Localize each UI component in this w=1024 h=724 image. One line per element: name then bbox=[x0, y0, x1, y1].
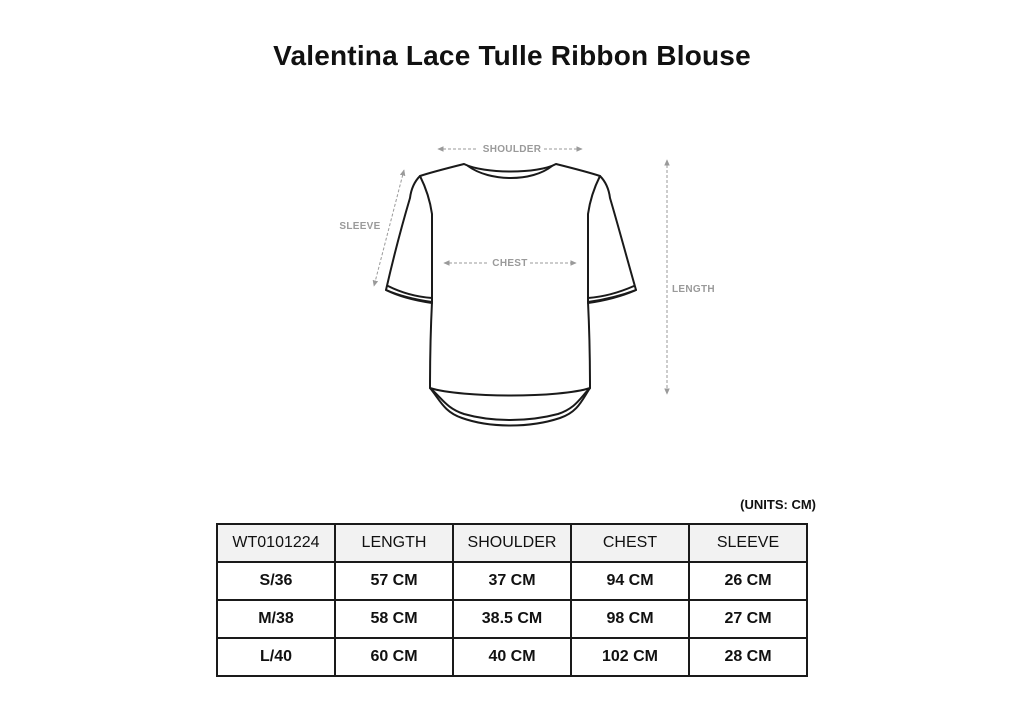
shoulder-cell: 37 CM bbox=[453, 562, 571, 600]
shoulder-cell: 40 CM bbox=[453, 638, 571, 676]
shoulder-cell: 38.5 CM bbox=[453, 600, 571, 638]
sleeve-label: SLEEVE bbox=[339, 221, 381, 232]
chest-dimension bbox=[444, 258, 576, 269]
sleeve-cell: 28 CM bbox=[689, 638, 807, 676]
blouse-outline-icon bbox=[386, 164, 636, 426]
chest-label: CHEST bbox=[492, 258, 528, 269]
table-header-row bbox=[217, 524, 807, 562]
table-row bbox=[217, 600, 807, 638]
page-title: Valentina Lace Tulle Ribbon Blouse bbox=[273, 40, 751, 71]
header-chest: CHEST bbox=[571, 524, 689, 562]
header-style-code: WT0101224 bbox=[217, 524, 335, 562]
chest-cell: 102 CM bbox=[571, 638, 689, 676]
size-cell: S/36 bbox=[217, 562, 335, 600]
table-row bbox=[217, 638, 807, 676]
shoulder-dimension bbox=[438, 144, 582, 155]
length-cell: 60 CM bbox=[335, 638, 453, 676]
length-label: LENGTH bbox=[672, 284, 715, 295]
length-dimension bbox=[667, 160, 715, 394]
size-cell: L/40 bbox=[217, 638, 335, 676]
length-cell: 58 CM bbox=[335, 600, 453, 638]
units-note: (UNITS: CM) bbox=[740, 497, 816, 512]
sleeve-cell: 27 CM bbox=[689, 600, 807, 638]
chest-cell: 94 CM bbox=[571, 562, 689, 600]
header-shoulder: SHOULDER bbox=[453, 524, 571, 562]
length-cell: 57 CM bbox=[335, 562, 453, 600]
chest-cell: 98 CM bbox=[571, 600, 689, 638]
shoulder-label: SHOULDER bbox=[482, 144, 542, 155]
size-chart-table bbox=[216, 523, 808, 677]
sleeve-cell: 26 CM bbox=[689, 562, 807, 600]
header-length: LENGTH bbox=[335, 524, 453, 562]
sleeve-dimension bbox=[339, 170, 404, 286]
header-sleeve: SLEEVE bbox=[689, 524, 807, 562]
table-row bbox=[217, 562, 807, 600]
size-cell: M/38 bbox=[217, 600, 335, 638]
